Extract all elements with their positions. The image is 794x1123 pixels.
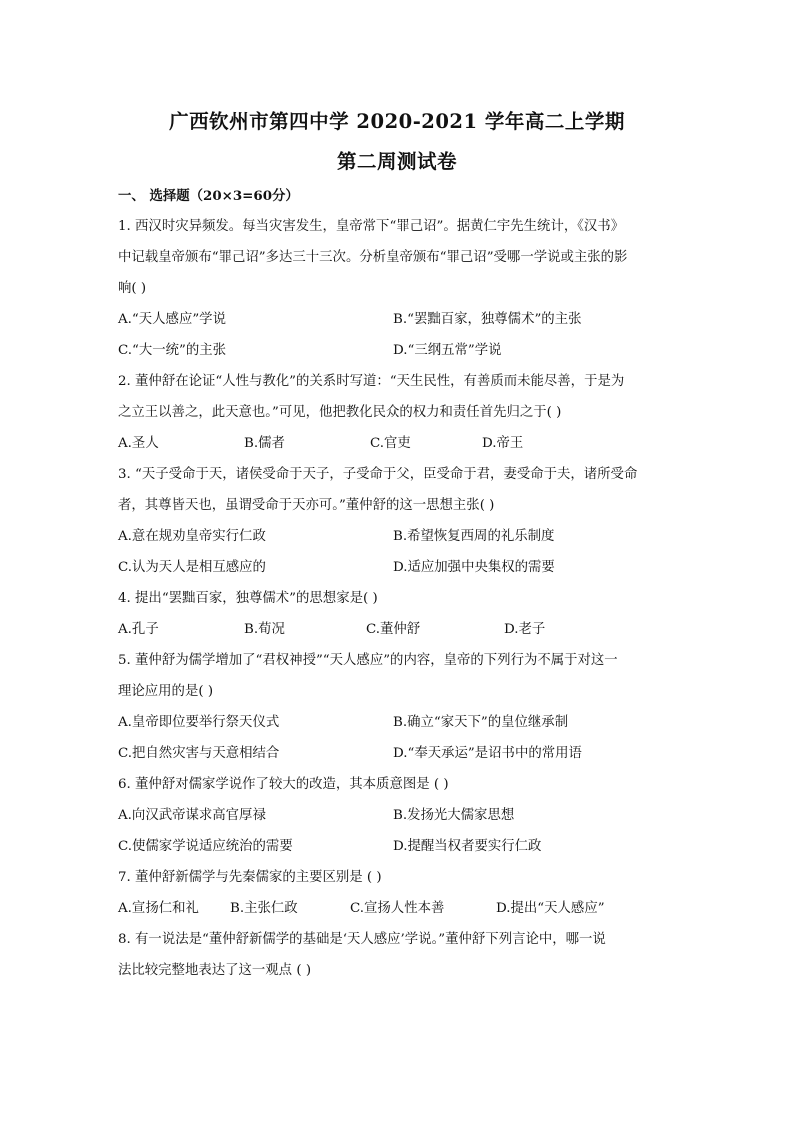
question-6-option-a: A.向汉武帝谋求高官厚禄: [118, 808, 266, 823]
question-5-line-1: 5. 董仲舒为儒学增加了“君权神授”“天人感应”的内容，皇帝的下列行为不属于对这一: [118, 653, 618, 668]
question-2-line-2: 之立王以善之，此天意也。”可见，他把教化民众的权力和责任首先归之于( ): [118, 405, 562, 420]
question-4-line-1: 4. 提出“罢黜百家，独尊儒术”的思想家是( ): [118, 591, 378, 606]
question-3-line-2: 者，其尊皆天也，虽谓受命于天亦可。”董仲舒的这一思想主张( ): [118, 498, 495, 513]
question-6-option-d: D.提醒当权者要实行仁政: [393, 839, 542, 854]
question-3-option-d: D.适应加强中央集权的需要: [393, 560, 555, 575]
question-3-option-c: C.认为天人是相互感应的: [118, 560, 266, 575]
question-8-line-1: 8. 有一说法是“董仲舒新儒学的基础是‘天人感应’学说。”董仲舒下列言论中，哪一说: [118, 932, 606, 947]
question-1-line-2: 中记载皇帝颁布“罪己诏”多达三十三次。分析皇帝颁布“罪己诏”受哪一学说或主张的影: [118, 250, 628, 265]
question-1-line-3: 响( ): [118, 281, 147, 296]
question-7-option-d: D.提出“天人感应”: [496, 901, 605, 916]
section-heading: 一、 选择题（20×3=60分）: [118, 188, 299, 204]
question-7-option-a: A.宣扬仁和礼: [118, 901, 199, 916]
question-1-option-b: B.“罢黜百家，独尊儒术”的主张: [393, 312, 582, 327]
question-3-option-a: A.意在规劝皇帝实行仁政: [118, 529, 266, 544]
question-5-option-d: D.“奉天承运”是诏书中的常用语: [393, 746, 582, 761]
question-1-option-d: D.“三纲五常”学说: [393, 343, 502, 358]
question-2-line-1: 2. 董仲舒在论证“人性与教化”的关系时写道：“天生民性，有善质而未能尽善，于是为: [118, 374, 625, 389]
question-4-option-d: D.老子: [504, 622, 546, 637]
question-6-option-c: C.使儒家学说适应统治的需要: [118, 839, 293, 854]
question-2-option-a: A.圣人: [118, 436, 159, 451]
question-1-option-c: C.“大一统”的主张: [118, 343, 227, 358]
exam-title: 广西钦州市第四中学 2020-2021 学年高二上学期: [169, 110, 625, 133]
question-7-line-1: 7. 董仲舒新儒学与先秦儒家的主要区别是 ( ): [118, 870, 382, 885]
question-2-option-d: D.帝王: [482, 436, 524, 451]
question-4-option-c: C.董仲舒: [366, 622, 421, 637]
question-4-option-b: B.荀况: [244, 622, 285, 637]
question-5-option-c: C.把自然灾害与天意相结合: [118, 746, 280, 761]
question-5-line-2: 理论应用的是( ): [118, 684, 214, 699]
question-7-option-c: C.宣扬人性本善: [350, 901, 445, 916]
question-6-option-b: B.发扬光大儒家思想: [393, 808, 515, 823]
question-2-option-b: B.儒者: [244, 436, 285, 451]
question-5-option-b: B.确立“家天下”的皇位继承制: [393, 715, 569, 730]
question-7-option-b: B.主张仁政: [230, 901, 298, 916]
question-8-line-2: 法比较完整地表达了这一观点 ( ): [118, 963, 312, 978]
question-2-option-c: C.官吏: [370, 436, 411, 451]
question-3-option-b: B.希望恢复西周的礼乐制度: [393, 529, 555, 544]
question-1-line-1: 1. 西汉时灾异频发。每当灾害发生，皇帝常下“罪己诏”。据黄仁宇先生统计，《汉书》: [118, 219, 625, 234]
exam-subtitle: 第二周测试卷: [336, 150, 457, 173]
question-4-option-a: A.孔子: [118, 622, 159, 637]
question-1-option-a: A.“天人感应”学说: [118, 312, 226, 327]
question-3-line-1: 3. “天子受命于天，诸侯受命于天子，子受命于父，臣受命于君，妻受命于夫，诸所受命: [118, 467, 638, 482]
question-5-option-a: A.皇帝即位要举行祭天仪式: [118, 715, 280, 730]
question-6-line-1: 6. 董仲舒对儒家学说作了较大的改造，其本质意图是 ( ): [118, 777, 449, 792]
